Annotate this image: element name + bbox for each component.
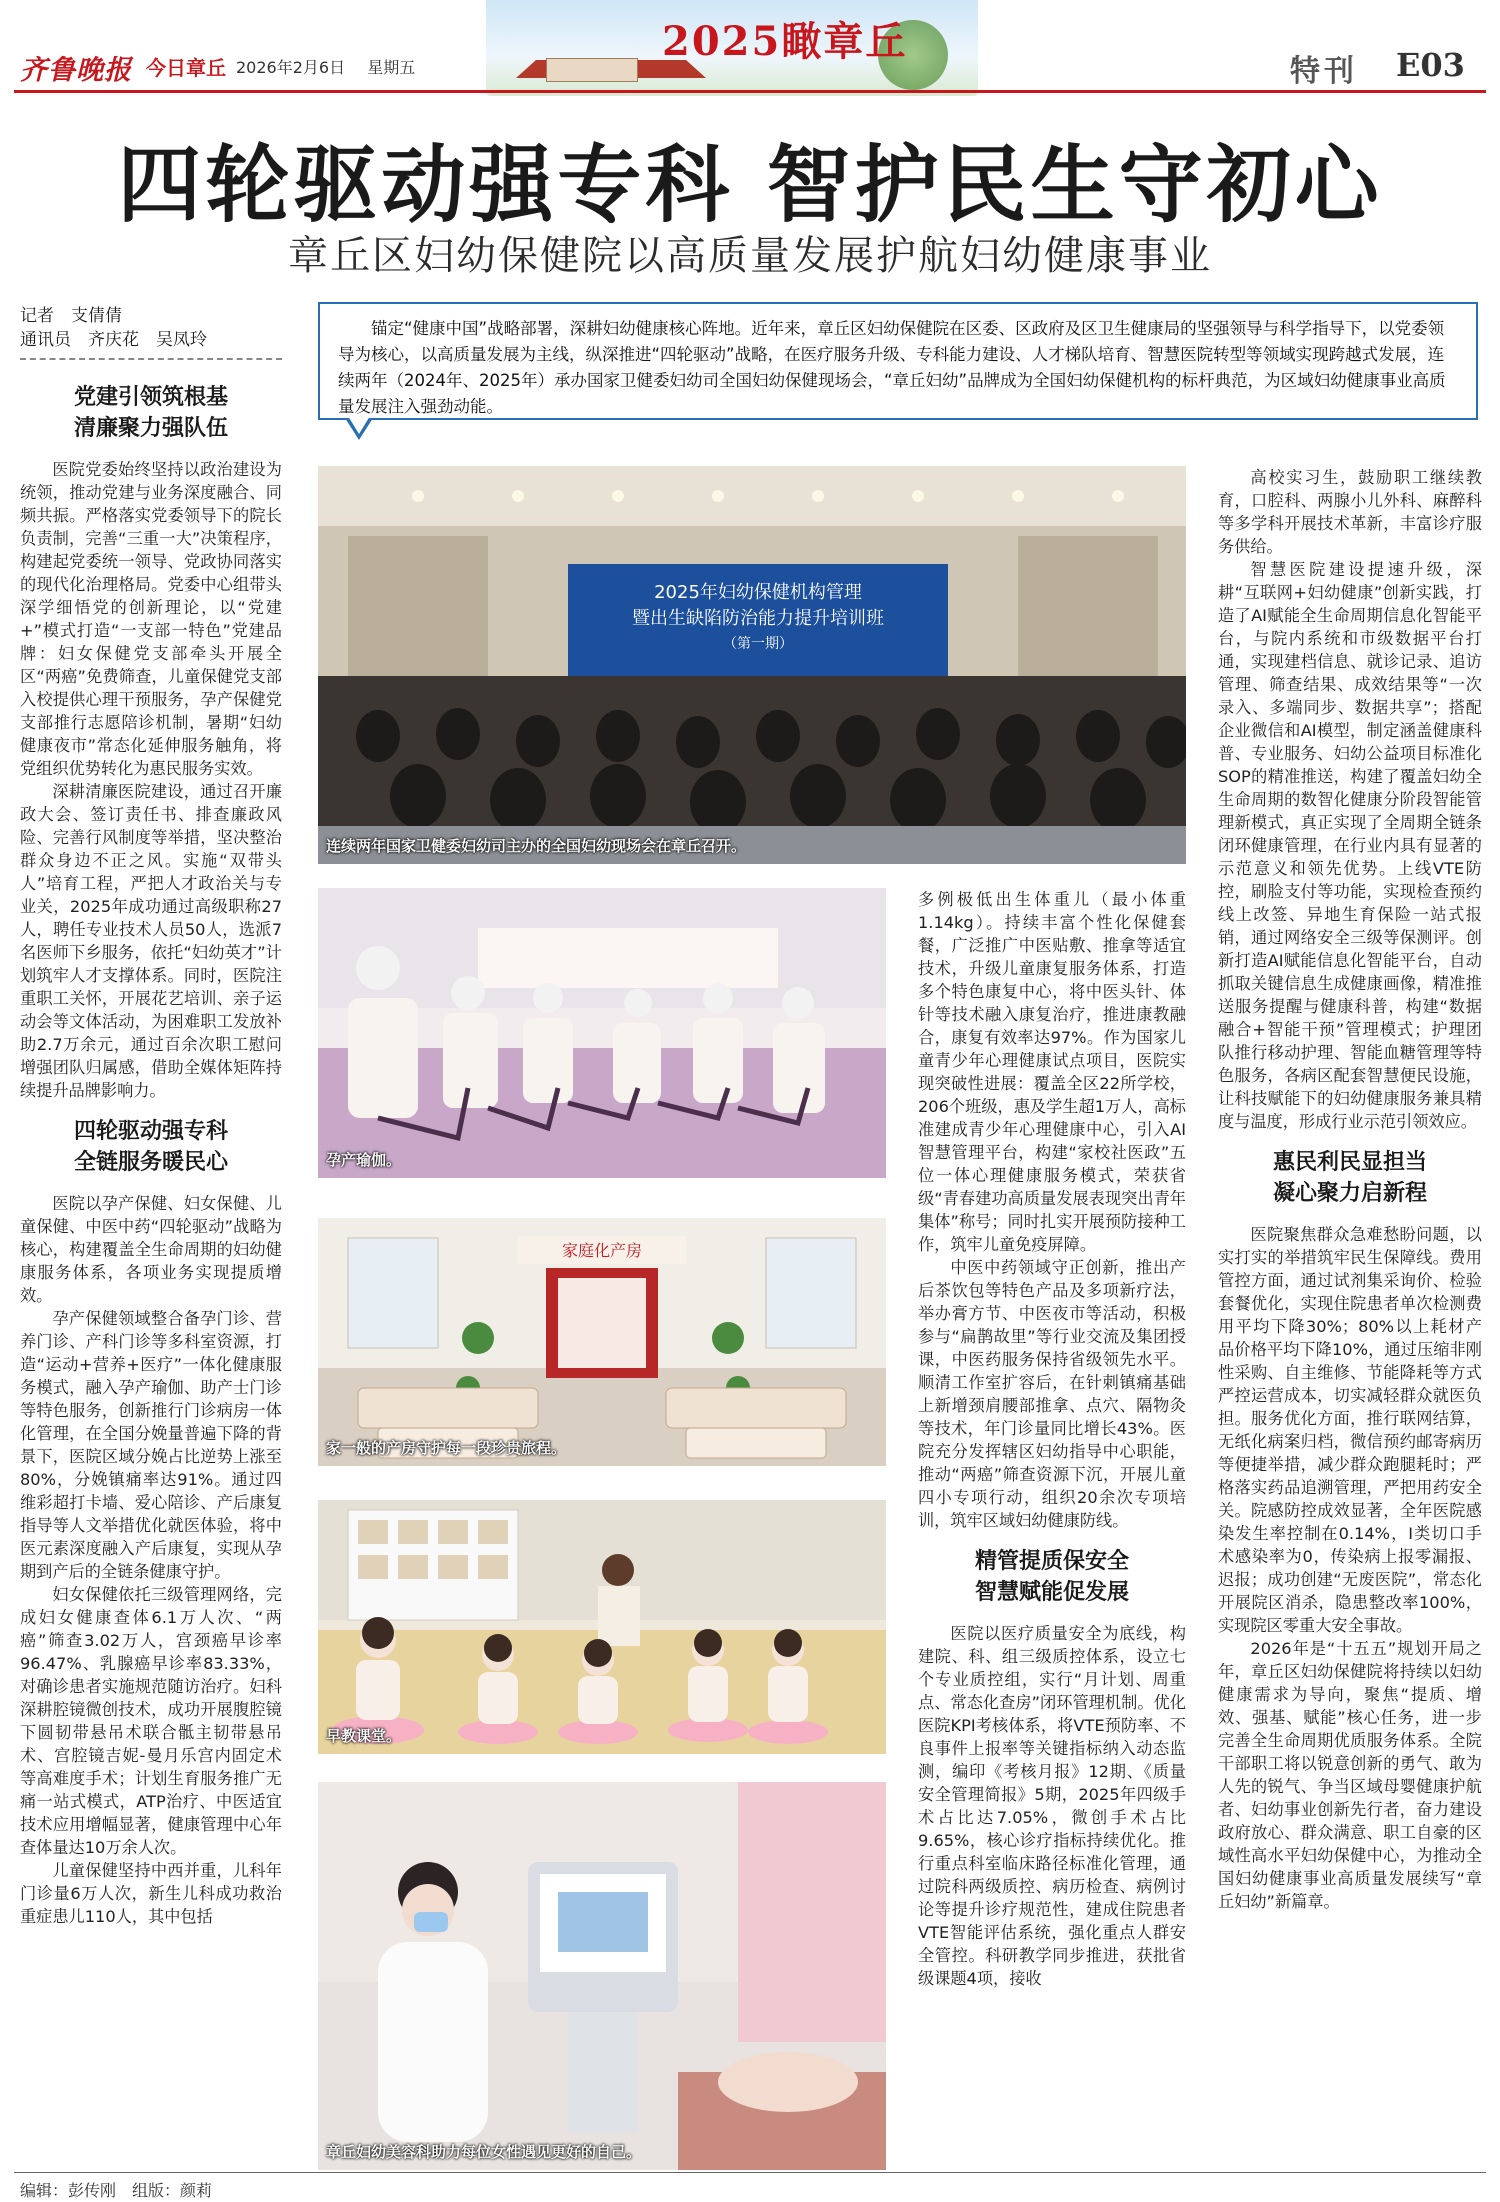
special-banner <box>486 0 978 96</box>
paragraph: 妇女保健依托三级管理网络，完成妇女健康查体6.1万人次、“两癌”筛查3.02万人，宫颈癌早诊率96.47%、乳腺癌早诊率83.33%，对确诊患者实施规范随访治疗。妇科深耕腔镜微创技术，成功开展腹腔镜下圆韧带悬吊术联合骶主韧带悬吊术、宫腔镜吉妮-曼月乐宫内固定术等高难度手术；计划生育服务推广无痛一站式模式，ATP治疗、中医适宜技术应用增幅显著，健康管理中心年查体量达10万余人次。 <box>20 1585 282 1857</box>
paragraph: 医院以医疗质量安全为底线，构建院、科、组三级质控体系，设立七个专业质控组，实行“月计划、周重点、常态化查房”闭环管理机制。优化医院KPI考核体系，将VTE预防率、不良事件上报率等关键指标纳入动态监测，编印《考核月报》12期、《质量安全管理简报》5期，2025年四级手术占比达7.05%，微创手术占比9.65%，核心诊疗指标持续优化。推行重点科室临床路径标准化管理，通过院科两级质控、病历检查、病例讨论等提升诊疗规范性，建成住院患者VTE智能评估系统，强化重点人群安全管控。科研教学同步推进，获批省级课题4项，接收 <box>918 1624 1186 1988</box>
screen-text-line1: 2025年妇幼保健机构管理 <box>654 582 862 603</box>
paragraph: 多例极低出生体重儿（最小体重1.14kg）。持续丰富个性化保健套餐，广泛推广中医贴敷、推拿等适宜技术，升级儿童康复服务体系，打造多个特色康复中心，将中医头针、体针等技术融入康复治疗，推进康教融合，康复有效率达97%。作为国家儿童青少年心理健康试点项目，医院实现突破性进展：覆盖全区22所学校，206个班级，惠及学生超1万人，高标准建成青少年心理健康中心，引入AI智慧管理平台，构建“家校社医政”五位一体心理健康服务模式，荣获省级“青春建功高质量发展表现突出青年集体”称号；同时扎实开展预防接种工作，筑牢儿童免疫屏障。 <box>918 890 1186 1254</box>
sub-headline: 章丘区妇幼保健院以高质量发展护航妇幼健康事业 <box>288 233 1212 279</box>
paragraph: 医院以孕产保健、妇女保健、儿童保健、中医中药“四轮驱动”战略为核心，构建覆盖全生命周期的妇幼健康服务体系，各项业务实现提质增效。 <box>20 1194 282 1305</box>
photo-conference <box>318 466 1186 864</box>
beauty-clinic-illustration <box>318 1782 886 2170</box>
section-title-line: 党建引领筑根基 <box>73 384 228 410</box>
photo-delivery-room <box>318 1218 886 1466</box>
section-title-line: 凝心聚力启新程 <box>1272 1180 1427 1206</box>
banner-slogan: 2025瞰章丘 <box>662 18 908 65</box>
paragraph: 医院聚焦群众急难愁盼问题，以实打实的举措筑牢民生保障线。费用管控方面，通过试剂集采询价、检验套餐优化，实现住院患者单次检测费用平均下降30%；80%以上耗材产品价格平均下降10%，通过压缩非刚性采购、自主维修、节能降耗等方式严控运营成本，切实减轻群众就医负担。服务优化方面，推行联网结算，无纸化病案归档，微信预约邮寄病历等便捷举措，减少群众跑腿耗时；严格落实药品追溯管理，严把用药安全关。院感防控成效显著，全年医院感染发生率控制在0.14%，I类切口手术感染率为0，传染病上报零漏报、迟报；成功创建“无废医院”，常态化开展院区消杀，隐患整改率100%，实现院区零重大安全事故。 <box>1218 1225 1482 1635</box>
paragraph: 高校实习生，鼓励职工继续教育，口腔科、两腺小儿外科、麻醉科等多学科开展技术革新，丰富诊疗服务供给。 <box>1218 468 1482 556</box>
photo-yoga <box>318 888 886 1178</box>
section-title-four-wheel <box>20 1116 282 1178</box>
footer-rule <box>14 2172 1486 2173</box>
section-title-line: 精管提质保安全 <box>974 1548 1129 1574</box>
column-middle <box>918 888 1186 2168</box>
correspondent-line: 通讯员 齐庆花 吴凤玲 <box>20 330 207 350</box>
early-education-illustration <box>318 1500 886 1754</box>
section-title-line: 全链服务暖民心 <box>73 1149 228 1175</box>
main-headline: 四轮驱动强专科 智护民生守初心 <box>117 135 1383 234</box>
issue-date <box>236 55 415 78</box>
photo-beauty-clinic <box>318 1782 886 2170</box>
section-title-line: 惠民利民显担当 <box>1272 1149 1427 1175</box>
paragraph: 医院党委始终坚持以政治建设为统领，推动党建与业务深度融合、同频共振。严格落实党委领导下的院长负责制，完善“三重一大”决策程序，构建起党委统一领导、党政协同落实的现代化治理格局。党委中心组带头深学细悟党的创新理论，以“党建+”模式打造“一支部一特色”党建品牌：妇女保健党支部牵头开展全区“两癌”免费筛查，儿童保健党支部入校提供心理干预服务，孕产保健党支部推行志愿陪诊机制，暑期“妇幼健康夜市”常态化延伸服务触角，将党组织优势转化为惠民服务实效。 <box>20 460 282 778</box>
date-text: 2026年2月6日 <box>236 58 346 77</box>
paragraph: 2026年是“十五五”规划开局之年，章丘区妇幼保健院将持续以妇幼健康需求为导向，聚焦“提质、增效、强基、赋能”核心任务，进一步完善全生命周期优质服务体系。全院干部职工将以锐意创新的勇气、敢为人先的锐气、争当区域母婴健康护航者、妇幼事业创新先行者，奋力建设政府放心、群众满意、职工自豪的区域性高水平妇幼保健中心，为推动全国妇幼健康事业高质量发展续写“章丘妇幼”新篇章。 <box>1218 1639 1482 1911</box>
intro-box: 锚定“健康中国”战略部署，深耕妇幼健康核心阵地。近年来，章丘区妇幼保健院在区委、区政府及区卫生健康局的坚强领导与科学指导下，以党委领导为核心，以高质量发展为主线，纵深推进“四轮驱动”战略，在医疗服务升级、专科能力建设、人才梯队培育、智慧医院转型等领域实现跨越式发展，连续两年（2024年、2025年）承办国家卫健委妇幼司全国妇幼保健现场会，“章丘妇幼”品牌成为全国妇幼保健机构的标杆典范，为区域妇幼健康事业高质量发展注入强劲动能。 <box>318 302 1478 420</box>
photo-caption: 章丘妇幼美容科助力每位女性遇见更好的自己。 <box>326 2143 642 2161</box>
masthead-rule <box>14 90 1486 93</box>
column-right <box>1218 466 1482 2166</box>
photo-caption: 早教课堂。 <box>326 1727 402 1745</box>
editor-credit: 编辑：彭传刚 组版：颜莉 <box>20 2181 213 2200</box>
newspaper-logo: 齐鲁晚报 <box>20 55 132 86</box>
byline <box>20 304 282 360</box>
intro-box-pointer-inner <box>348 416 370 434</box>
paragraph: 深耕清廉医院建设，通过召开廉政大会、签订责任书、排查廉政风险、完善行风制度等举措，坚决整治群众身边不正之风。实施“双带头人”培育工程，严把人才政治关与专业关，2025年成功通过高级职称27人，聘任专业技术人员50人，选派7名医师下乡服务，依托“妇幼英才”计划筑牢人才支撑体系。同时，医院注重职工关怀，开展花艺培训、亲子运动会等文体活动，为困难职工发放补助2.7万余元，通过百余次职工慰问增强团队归属感，借助全媒体矩阵持续提升品牌影响力。 <box>20 782 282 1100</box>
photo-caption: 连续两年国家卫健委妇幼司主办的全国妇幼现场会在章丘召开。 <box>326 837 747 855</box>
section-title-party <box>20 382 282 444</box>
column-left <box>20 382 282 2162</box>
photo-early-education <box>318 1500 886 1754</box>
pavilion-building <box>546 58 638 82</box>
special-label: 特刊 <box>1290 54 1358 89</box>
reporter-line: 记者 支倩倩 <box>20 306 122 326</box>
paragraph: 中医中药领域守正创新，推出产后茶饮包等特色产品及多项新疗法，举办膏方节、中医夜市等活动，积极参与“扁鹊故里”等行业交流及集团授课，中医药服务保持省级领先水平。顺清工作室扩容后，在针刺镇痛基础上新增颈肩腰部推拿、点穴、隔物灸等技术，年门诊量同比增长43%。医院充分发挥辖区妇幼指导中心职能，推动“两癌”筛查资源下沉，开展儿童四小专项行动，组织20余次专项培训，筑牢区域妇幼健康防线。 <box>918 1258 1186 1530</box>
photo-caption: 孕产瑜伽。 <box>326 1151 402 1169</box>
paragraph: 孕产保健领域整合备孕门诊、营养门诊、产科门诊等多科室资源，打造“运动+营养+医疗”一体化健康服务模式，融入孕产瑜伽、助产士门诊等特色服务，创新推行门诊病房一体化管理，在全国分娩量普遍下降的背景下，医院区域分娩占比逆势上涨至80%，分娩镇痛率达91%。通过四维彩超打卡墙、爱心陪诊、产后康复指导等人文举措优化就医体验，将中医元素深度融入产后康复，实现从孕期到产后的全链条健康守护。 <box>20 1309 282 1581</box>
section-title-quality <box>918 1546 1186 1608</box>
photo-caption: 家一般的产房守护每一段珍贵旅程。 <box>326 1439 567 1457</box>
column-name: 今日章丘 <box>146 56 226 80</box>
masthead <box>0 0 1500 100</box>
page-number: E03 <box>1396 46 1465 84</box>
section-title-line: 智慧赋能促发展 <box>974 1579 1129 1605</box>
screen-text-line3: （第一期） <box>723 636 793 652</box>
yoga-illustration <box>318 888 886 1178</box>
section-title-benefit <box>1218 1147 1482 1209</box>
paragraph: 智慧医院建设提速升级，深耕“互联网+妇幼健康”创新实践，打造了AI赋能全生命周期信息化智能平台，与院内系统和市级数据平台打通，实现建档信息、就诊记录、追访管理、筛查结果、成效结果等“一次录入、多端同步、数据共享”；搭配企业微信和AI模型，制定涵盖健康科普、专业服务、妇幼公益项目标准化SOP的精准推送，构建了覆盖妇幼全生命周期的数智化健康分阶段智能管理新模式，真正实现了全周期全链条闭环健康管理，在行业内具有显著的示范意义和领先优势。上线VTE防控，刷脸支付等功能，实现检查预约线上改签、异地生育保险一站式报销，通过网络安全三级等保测评。创新打造AI赋能信息化智能平台，自动抓取关键信息生成健康画像，精准推送服务提醒与健康科普，构建“数据融合+智能干预”管理模式；护理团队推行移动护理、智能血糖管理等特色服务，各病区配套智慧便民设施，让科技赋能下的妇幼健康服务兼具精度与温度，形成行业示范引领效应。 <box>1218 560 1482 1131</box>
weekday-text: 星期五 <box>367 58 416 77</box>
paragraph: 儿童保健坚持中西并重，儿科年门诊量6万人次，新生儿科成功救治重症患儿110人，其中包括 <box>20 1861 282 1926</box>
room-sign: 家庭化产房 <box>561 1241 643 1260</box>
section-title-line: 四轮驱动强专科 <box>73 1118 228 1144</box>
delivery-room-illustration <box>318 1218 886 1466</box>
section-title-line: 清廉聚力强队伍 <box>73 415 228 441</box>
conference-illustration <box>318 466 1186 864</box>
screen-text-line2: 暨出生缺陷防治能力提升培训班 <box>632 608 884 629</box>
